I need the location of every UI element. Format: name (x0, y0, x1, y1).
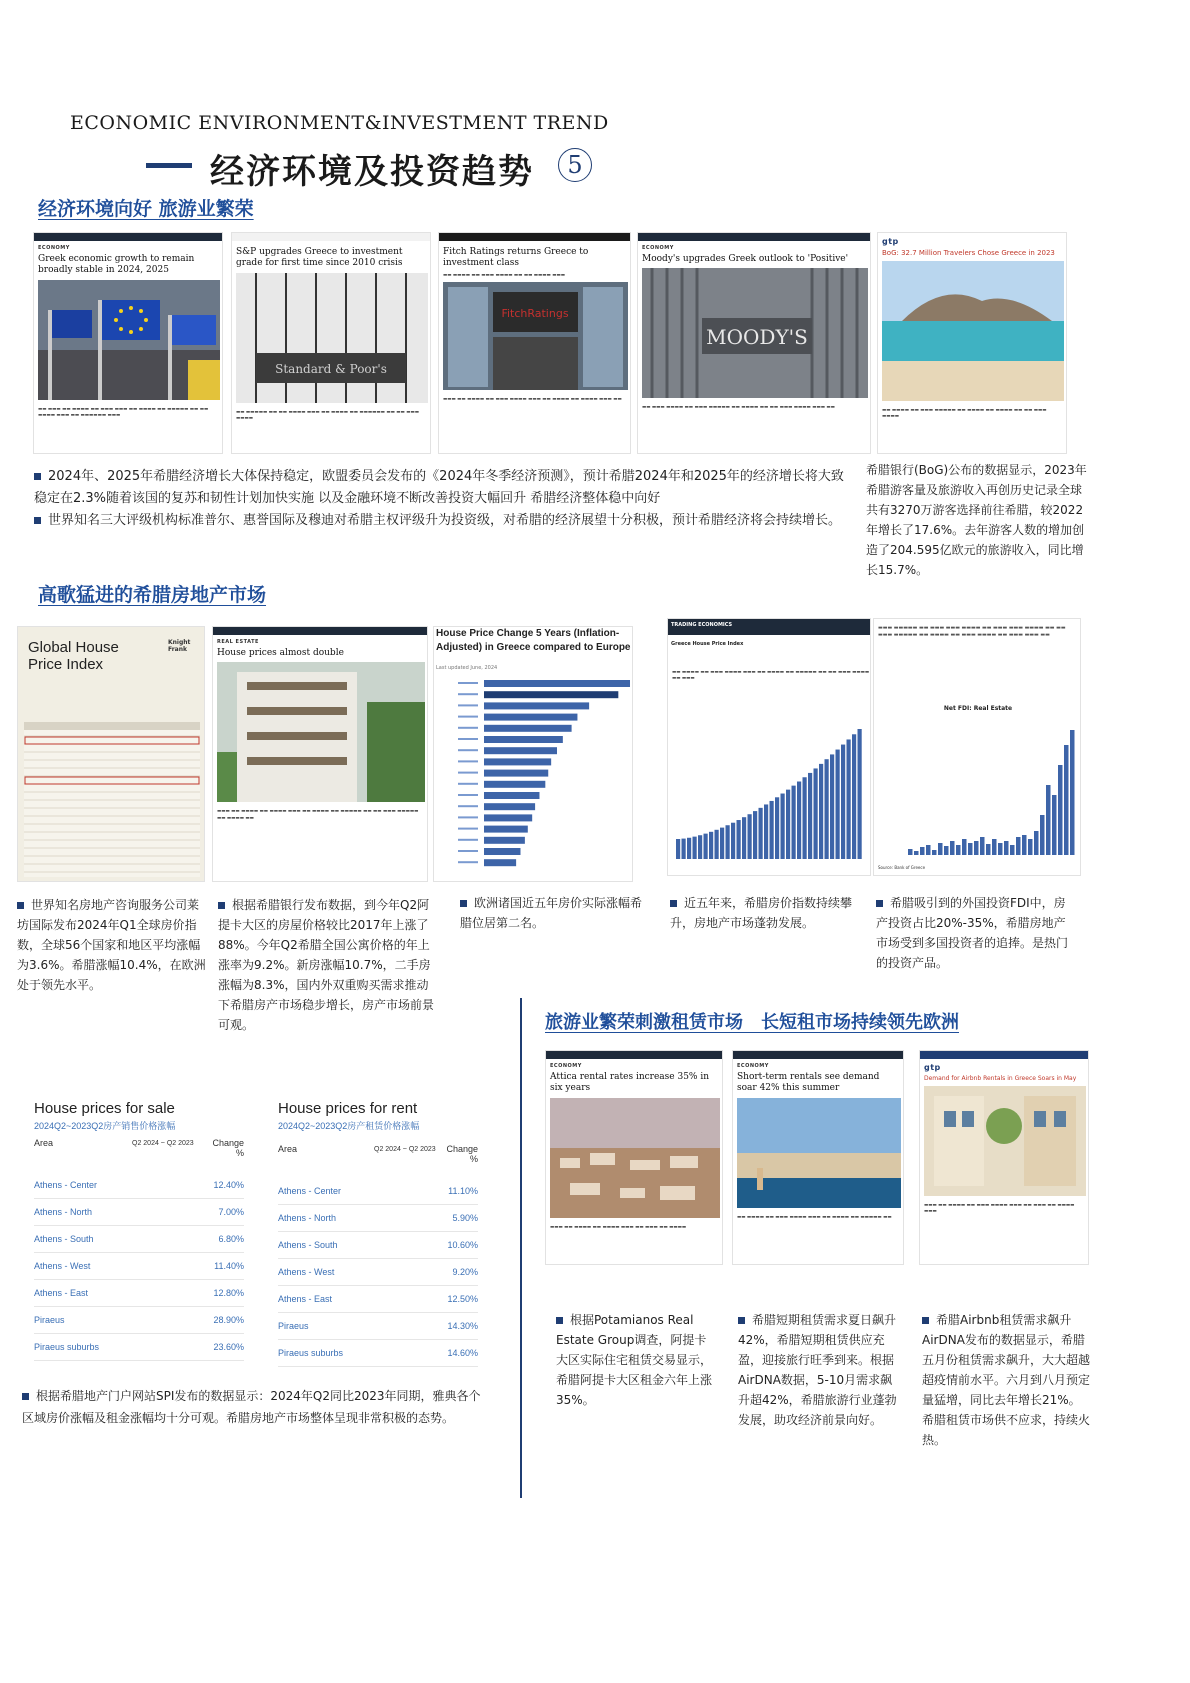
standard-poors-building-photo (236, 273, 428, 403)
table-row (278, 1286, 478, 1313)
change-value: 10.60% (447, 1240, 478, 1250)
chart-bar (704, 834, 708, 859)
chart-bar (775, 797, 779, 859)
section1-side-note: 希腊银行(BoG)公布的数据显示，2023年希腊游客量及旅游收入再创历史记录全球共有3270万游客选择前往希腊，较2022年增长了17.6%。去年游客人数的增加创造了204.595亿欧元的旅游收入，同比增长15.7%。 (866, 463, 1087, 577)
sale-price-table (34, 1100, 244, 1361)
chart-bar (792, 786, 796, 859)
section2-bullet-5: 希腊吸引到的外国投资FDI中，房产投资占比20%-35%，希腊房地产市场受到多国投资者的追捧。是热门的投资产品。 (876, 896, 1069, 970)
table-body (278, 1178, 478, 1367)
chart-bar (484, 826, 528, 833)
table-row (34, 1280, 244, 1307)
site-navbar (920, 1051, 1088, 1059)
chart-tick-label (458, 760, 478, 762)
bullet-icon (738, 1317, 745, 1324)
change-value: 11.40% (214, 1261, 244, 1271)
section2-title: 高歌猛进的希腊房地产市场 (38, 584, 267, 606)
chart-bar (1010, 845, 1015, 855)
card-body: ▬▬ ▬▬▬ ▬▬▬▬ ▬▬ ▬▬▬ ▬▬▬▬▬ ▬▬ ▬▬▬▬ ▬▬ ▬▬ ▬▬▬ ▬▬▬▬ ▬▬▬ ▬▬ (642, 405, 835, 411)
bullet-icon (34, 517, 41, 524)
chart-bar (484, 770, 548, 777)
news-card-attica-rental (545, 1050, 723, 1265)
chart-bar (992, 839, 997, 855)
section1-title: 经济环境向好 旅游业繁荣 (38, 198, 254, 220)
site-navbar (213, 627, 427, 635)
table-row (278, 1232, 478, 1259)
change-value: 12.40% (213, 1180, 244, 1190)
area-name: Piraeus (34, 1315, 65, 1325)
table-row (34, 1253, 244, 1280)
chart-bar (819, 764, 823, 859)
chart-bar (484, 848, 521, 855)
chart-bar (676, 839, 680, 859)
athens-apartments-photo (217, 662, 425, 802)
section3-title: 旅游业繁荣刺激租赁市场 长短租市场持续领先欧洲 (545, 1012, 959, 1033)
section2-bullet-1: 世界知名房地产咨询服务公司莱坊国际发布2024年Q1全球房价指数，全球56个国家和地区平均涨幅为3.6%。希腊涨幅10.4%，在欧洲处于领先水平。 (17, 898, 206, 992)
table-subtitle: 2024Q2~2023Q2房产租赁价格涨幅 (278, 1121, 420, 1131)
chart-bar (484, 714, 577, 721)
chart-bar (956, 845, 961, 855)
chart-bar (836, 750, 840, 859)
chart-tick-label (458, 794, 478, 796)
col-period: Q2 2024 ~ Q2 2023 (374, 1146, 436, 1153)
news-card-airbnb-demand (919, 1050, 1089, 1265)
chart-bar (1016, 837, 1021, 855)
chart-bar (709, 832, 713, 859)
area-name: Athens - Center (34, 1180, 98, 1190)
site-navbar (439, 233, 630, 241)
photo-sign-text: Standard & Poor's (275, 361, 387, 376)
chart-bar (484, 814, 532, 821)
card-headline: Moody's upgrades Greek outlook to 'Positive' (642, 254, 849, 264)
card-body: ▬▬▬ ▬▬ ▬▬▬▬ ▬▬ ▬▬▬▬ ▬▬▬ ▬▬ ▬▬▬ ▬▬ ▬▬▬▬ (550, 1224, 687, 1230)
change-value: 12.50% (447, 1294, 478, 1304)
chart-bar (731, 823, 735, 859)
bullet-icon (17, 902, 24, 909)
card-kicker: ECONOMY (38, 245, 70, 251)
table-body (34, 1172, 244, 1361)
area-name: Athens - North (34, 1207, 93, 1217)
news-card-gtp-travelers (877, 232, 1067, 454)
chinese-title: 经济环境及投资趋势 (210, 152, 534, 192)
chart-tick-label (458, 805, 478, 807)
chart-bar (484, 680, 630, 687)
site-navbar (34, 233, 222, 241)
chart-bar (484, 702, 589, 709)
gtp-logo: gtp (882, 237, 899, 246)
section1-bullet-1: 2024年、2025年希腊经济增长大体保持稳定，欧盟委员会发布的《2024年冬季经济预测》，预计希腊2024年和2025年的经济增长将大致稳定在2.3%随着该国的复苏和韧性计划加快实施 以及金融环境不断改善投资大幅回升 希腊经济整体稳中向好 (34, 469, 844, 506)
table-row (278, 1178, 478, 1205)
chart-bar (770, 801, 774, 859)
area-name: Athens - North (278, 1213, 337, 1223)
chart-bar (764, 804, 768, 859)
change-value: 28.90% (213, 1315, 244, 1325)
bottom-left-note: 根据希腊地产门户网站SPI发布的数据显示：2024年Q2同比2023年同期，雅典各个区域房价涨幅及租金涨幅均十分可观。希腊房地产市场整体呈现非常积极的态势。 (22, 1389, 481, 1425)
change-value: 6.80% (218, 1234, 244, 1244)
fdi-chart-title: Net FDI: Real Estate (943, 705, 1013, 712)
title-accent-bar (146, 163, 192, 168)
chart-tick-label (458, 861, 478, 863)
athens-cityscape-photo (550, 1098, 720, 1218)
chart-bar (847, 739, 851, 859)
chart-bar (932, 850, 937, 855)
section3-bullet-3: 希腊Airbnb租赁需求飙升AirDNA发布的数据显示，希腊五月份租赁需求飙升，大大超越超疫情前水平。六月到八月预定量猛增，同比去年增长21%。希腊租赁市场供不应求，持续火热。 (922, 1313, 1091, 1447)
chart-bar (742, 817, 746, 859)
greek-street-photo (924, 1086, 1086, 1196)
table-row (278, 1259, 478, 1286)
chart-bar (852, 734, 856, 859)
change-value: 11.10% (448, 1186, 478, 1196)
chart-tick-label (458, 772, 478, 774)
chart-tick-label (458, 839, 478, 841)
news-card-short-term-rentals (732, 1050, 904, 1265)
table-row (278, 1205, 478, 1232)
chart-bar (986, 844, 991, 855)
english-title: ECONOMIC ENVIRONMENT&INVESTMENT TREND (70, 112, 609, 134)
chart-bar (825, 759, 829, 859)
chart-bar (484, 803, 535, 810)
moodys-building-photo (642, 268, 868, 398)
table-row (278, 1313, 478, 1340)
chart-tick-label (458, 749, 478, 751)
table-row (278, 1340, 478, 1367)
table-row (34, 1172, 244, 1199)
chart-bar (808, 773, 812, 859)
fdi-description: ▬▬▬ ▬▬▬▬▬ ▬▬ ▬▬▬ ▬▬▬ ▬▬▬▬ ▬▬ ▬▬▬ ▬▬▬ ▬▬▬▬ ▬▬ ▬▬ ▬▬▬ ▬▬▬▬▬ ▬▬ ▬▬▬▬ ▬▬ ▬▬▬ ▬▬▬▬ ▬▬ ▬▬▬ ▬▬▬ ▬▬ (878, 625, 1066, 638)
chart-bar (484, 736, 563, 743)
bullet-icon (460, 900, 467, 907)
page-number: 5 (558, 148, 592, 182)
chart-bar (1022, 835, 1027, 855)
bullet-icon (670, 900, 677, 907)
chart-bar (1064, 745, 1069, 855)
chart-bar (797, 782, 801, 859)
net-fdi-card (873, 618, 1081, 876)
card-headline: Greek economic growth to remain broadly stable in 2024, 2025 (38, 254, 195, 276)
te-logo: TRADING ECONOMICS (671, 622, 733, 628)
area-name: Athens - West (278, 1267, 335, 1277)
col-area: Area (34, 1138, 54, 1148)
chart-bar (484, 781, 545, 788)
house-price-change-chart-card (433, 626, 633, 882)
chart-bar (484, 859, 516, 866)
card-body: ▬▬▬ ▬▬ ▬▬▬▬ ▬▬ ▬▬▬▬ ▬▬▬ ▬▬ ▬▬▬▬ ▬▬ ▬▬▬▬▬ ▬▬ ▬▬ ▬▬▬ ▬▬▬▬▬ ▬▬ ▬▬▬▬ ▬▬ (217, 809, 419, 821)
section3-bullet-1: 根据Potamianos Real Estate Group调查，阿提卡大区实际住宅租赁交易显示，希腊阿提卡大区租金六年上涨35%。 (556, 1313, 713, 1407)
chart-bar (1040, 815, 1045, 855)
chart-bar (1028, 839, 1033, 855)
table-row (34, 1226, 244, 1253)
chart-bar (938, 843, 943, 855)
bullet-icon (34, 473, 41, 480)
chart-bar (950, 841, 955, 855)
area-name: Athens - South (34, 1234, 94, 1244)
bullet-icon (218, 902, 225, 909)
eu-flags-photo (38, 280, 220, 400)
site-navbar (733, 1051, 903, 1059)
change-value: 12.80% (213, 1288, 244, 1298)
chart-bar (968, 843, 973, 855)
chart-tick-label (458, 704, 478, 706)
chart-bar (1004, 841, 1009, 855)
beach-photo (882, 261, 1064, 401)
area-name: Athens - West (34, 1261, 91, 1271)
chart-tick-label (458, 828, 478, 830)
card-kicker: REAL ESTATE (217, 639, 259, 645)
chart-bar (484, 792, 539, 799)
fdi-source: Source: Bank of Greece (878, 865, 926, 870)
chart-updated: Last updated June, 2024 (436, 665, 498, 671)
area-name: Piraeus (278, 1321, 309, 1331)
table-row (34, 1307, 244, 1334)
chart-bar (759, 808, 763, 859)
photo-sign-text: MOODY'S (706, 325, 808, 350)
gtp-logo: gtp (924, 1063, 941, 1072)
chart-bar (803, 777, 807, 859)
chart-tick-label (458, 816, 478, 818)
card-body: ▬▬ ▬▬▬▬ ▬▬ ▬▬▬ ▬▬▬▬▬ ▬▬ ▬▬▬▬ ▬▬ ▬▬▬▬ ▬▬ ▬▬ ▬▬▬ ▬▬▬▬ (882, 407, 1047, 420)
chart-bar (682, 839, 686, 859)
card-body: ▬▬ ▬▬▬▬ ▬▬ ▬▬▬ ▬▬▬▬ ▬▬▬ ▬▬ ▬▬▬▬ ▬▬ ▬▬▬▬▬ ▬▬ (737, 1214, 892, 1220)
chart-bar (693, 837, 697, 859)
news-card-sp-upgrade (231, 232, 431, 454)
area-name: Piraeus suburbs (34, 1342, 100, 1352)
col-change: Change % (446, 1144, 478, 1164)
col-area: Area (278, 1144, 298, 1154)
chart-bar (980, 837, 985, 855)
area-name: Athens - East (278, 1294, 333, 1304)
change-value: 7.00% (218, 1207, 244, 1217)
te-page-title: Greece House Price Index (671, 641, 744, 647)
chart-bar (484, 691, 618, 698)
change-value: 9.20% (452, 1267, 478, 1277)
te-description: ▬▬ ▬▬▬▬ ▬▬ ▬▬▬ ▬▬▬▬ ▬▬▬ ▬▬ ▬▬▬▬ ▬▬ ▬▬▬▬▬ ▬▬ ▬▬ ▬▬▬ ▬▬▬▬ ▬▬ ▬▬▬ (672, 670, 870, 682)
news-card-eu-growth (33, 232, 223, 454)
area-name: Piraeus suburbs (278, 1348, 344, 1358)
chart-bar (737, 820, 741, 859)
chart-bar (484, 758, 551, 765)
chart-bar (484, 725, 572, 732)
fitch-building-photo (443, 282, 628, 390)
card-kicker: ECONOMY (550, 1063, 582, 1069)
table-title: House prices for rent (278, 1100, 418, 1117)
rent-price-table (278, 1100, 478, 1367)
chart-bar (698, 835, 702, 859)
card-headline: BoG: 32.7 Million Travelers Chose Greece in 2023 (882, 249, 1055, 257)
site-navbar (546, 1051, 722, 1059)
chart-bar (1052, 795, 1057, 855)
bullet-icon (876, 900, 883, 907)
section-divider-line (520, 998, 522, 1498)
news-card-moodys (637, 232, 871, 454)
card-kicker: ECONOMY (737, 1063, 769, 1069)
site-navbar (638, 233, 870, 241)
card-headline: Fitch Ratings returns Greece to investment class (443, 247, 589, 269)
news-card-fitch (438, 232, 631, 454)
card-title: Global House Price Index (28, 639, 119, 673)
area-name: Athens - Center (278, 1186, 342, 1196)
knight-frank-logo: Knight Frank (168, 639, 191, 653)
chart-bar (781, 794, 785, 859)
section2-bullet-3: 欧洲诸国近五年房价实际涨幅希腊位居第二名。 (460, 896, 643, 930)
table-row (34, 1334, 244, 1361)
chart-bar (1046, 785, 1051, 855)
chart-bar (1034, 831, 1039, 855)
card-body-2: ▬▬▬ ▬▬ ▬▬▬▬ ▬▬ ▬▬▬ ▬▬▬▬ ▬▬▬ ▬▬ ▬▬▬▬ ▬▬ ▬▬▬▬ ▬▬▬ ▬▬ (443, 396, 622, 402)
bullet-icon (922, 1317, 929, 1324)
knight-frank-index-card (17, 626, 205, 882)
col-period: Q2 2024 ~ Q2 2023 (132, 1140, 194, 1147)
chart-bar (687, 838, 691, 859)
chart-bar (726, 825, 730, 859)
chart-bar (962, 839, 967, 855)
table-header (278, 1144, 478, 1178)
greece-house-price-index-chart (672, 719, 868, 869)
chart-tick-label (458, 738, 478, 740)
chart-bar (908, 849, 913, 855)
chart-bar (1058, 765, 1063, 855)
trading-economics-card (667, 618, 871, 876)
change-value: 23.60% (213, 1342, 244, 1352)
card-headline: Short-term rentals see demand soar 42% this summer (737, 1072, 880, 1094)
area-name: Athens - East (34, 1288, 89, 1298)
section2-bullet-4: 近五年来，希腊房价指数持续攀升，房地产市场蓬勃发展。 (670, 896, 853, 930)
chart-tick-label (458, 727, 478, 729)
house-price-bar-chart (434, 675, 633, 875)
card-kicker: ECONOMY (642, 245, 674, 251)
card-headline: S&P upgrades Greece to investment grade for first time since 2010 crisis (236, 247, 403, 269)
chart-bar (974, 841, 979, 855)
section3-bullet-2: 希腊短期租赁需求夏日飙升42%，希腊短期租赁供应充盈，迎接旅行旺季到来。根据AirDNA数据，5-10月需求飙升超42%，希腊旅游行业蓬勃发展，助攻经济前景向好。 (738, 1313, 897, 1427)
site-navbar (232, 233, 430, 241)
table-subtitle: 2024Q2~2023Q2房产销售价格涨幅 (34, 1121, 176, 1131)
chart-bar (753, 811, 757, 859)
section1-bullet-2: 世界知名三大评级机构标准普尔、惠誉国际及穆迪对希腊主权评级升为投资级，对希腊的经济展望十分积极，预计希腊经济将会持续增长。 (34, 510, 854, 532)
chart-bar (484, 747, 557, 754)
chart-bar (814, 768, 818, 859)
chart-tick-label (458, 783, 478, 785)
chart-bar (484, 837, 525, 844)
chart-tick-label (458, 693, 478, 695)
chart-bar (715, 830, 719, 859)
chart-bar (926, 845, 931, 855)
photo-sign-text: FitchRatings (501, 306, 569, 320)
change-value: 14.30% (447, 1321, 478, 1331)
table-title: House prices for sale (34, 1100, 175, 1117)
chart-bar (786, 790, 790, 859)
bullet-icon (22, 1393, 29, 1400)
card-body: ▬▬▬ ▬▬ ▬▬▬▬ ▬▬ ▬▬▬ ▬▬▬▬ ▬▬▬ ▬▬ ▬▬▬ ▬▬ ▬▬▬▬ ▬▬▬ (924, 1202, 1075, 1214)
card-headline: Demand for Airbnb Rentals in Greece Soars in May (924, 1075, 1077, 1082)
chart-bar (914, 851, 919, 855)
area-name: Athens - South (278, 1240, 338, 1250)
card-headline: Attica rental rates increase 35% in six years (550, 1072, 710, 1094)
chart-bar (1070, 730, 1075, 855)
change-value: 14.60% (447, 1348, 478, 1358)
chart-tick-label (458, 716, 478, 718)
chart-bar (858, 729, 862, 859)
chart-bar (944, 846, 949, 855)
card-body: ▬▬ ▬▬▬▬▬ ▬▬ ▬▬ ▬▬▬▬ ▬▬▬ ▬▬ ▬▬▬▬ ▬▬ ▬▬▬▬▬▬ ▬▬ ▬▬ ▬▬▬ ▬▬▬▬ (236, 409, 419, 421)
section2-bullet-2: 根据希腊银行发布数据，到今年Q2阿提卡大区的房屋价格较比2017年上涨了88%。今年Q2希腊全国公寓价格的年上涨率为9.2%。新房涨幅10.7%，二手房涨幅为8.3%，国内外双重购买需求推动下希腊房产市场稳步增长，房产市场前景可观。 (218, 898, 435, 1032)
chart-title: House Price Change 5 Years (Inflation-Adjusted) in Greece compared to Europe (436, 628, 631, 653)
net-fdi-chart (878, 715, 1078, 865)
chart-tick-label (458, 850, 478, 852)
card-body: ▬▬ ▬▬▬▬ ▬▬ ▬▬▬ ▬▬▬▬ ▬▬ ▬▬ ▬▬▬▬ ▬▬▬ (443, 272, 565, 278)
bullet-icon (556, 1317, 563, 1324)
news-card-house-prices-double (212, 626, 428, 882)
index-table-thumbnail (24, 722, 200, 877)
col-change: Change % (212, 1138, 244, 1158)
chart-tick-label (458, 682, 478, 684)
chart-bar (841, 745, 845, 859)
chart-bar (748, 814, 752, 859)
chart-bar (998, 843, 1003, 855)
card-headline: House prices almost double (217, 648, 344, 658)
card-body: ▬▬ ▬▬▬ ▬▬ ▬▬▬▬ ▬▬ ▬▬▬ ▬▬▬ ▬▬ ▬▬▬▬ ▬▬ ▬▬▬▬▬ ▬▬ ▬▬ ▬▬▬▬ ▬▬▬ ▬▬ ▬▬▬▬▬▬ ▬▬▬ (38, 406, 209, 418)
chart-bar (830, 754, 834, 859)
harbour-photo (737, 1098, 901, 1208)
chart-bar (920, 847, 925, 855)
chart-bar (720, 828, 724, 859)
table-row (34, 1199, 244, 1226)
change-value: 5.90% (452, 1213, 478, 1223)
table-header (34, 1138, 244, 1172)
